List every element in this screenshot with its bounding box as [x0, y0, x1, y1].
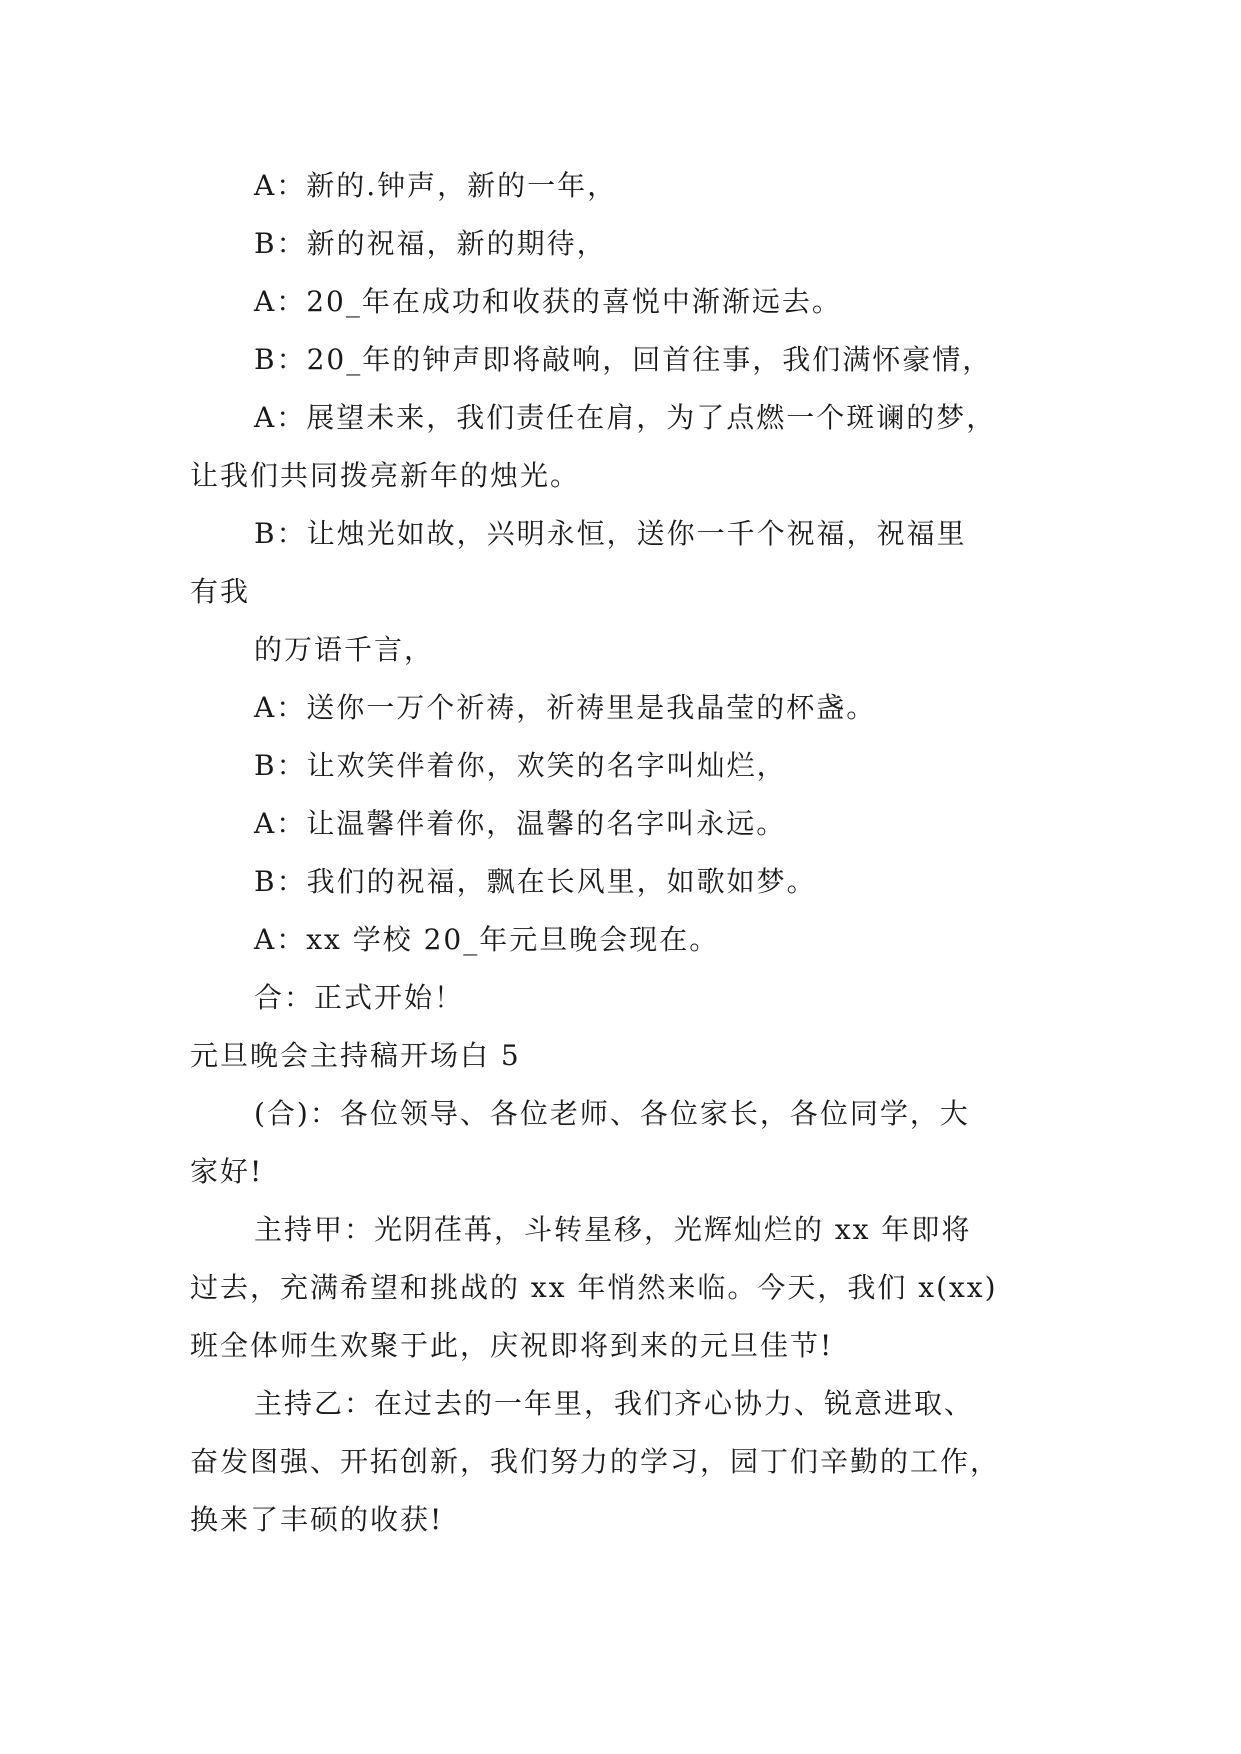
text-line: 换来了丰硕的收获! — [190, 1503, 444, 1536]
text-line: A：20_年在成功和收获的喜悦中渐渐远去。 — [254, 285, 842, 318]
text-line: 家好! — [190, 1155, 264, 1188]
text-line: B：新的祝福，新的期待， — [254, 227, 607, 260]
text-line: 的万语千言， — [254, 633, 435, 666]
text-line: B：让烛光如故，兴明永恒，送你一千个祝福，祝福里 — [254, 517, 967, 550]
text-line: B：让欢笑伴着你，欢笑的名字叫灿烂， — [254, 749, 787, 782]
text-line: A：展望未来，我们责任在肩，为了点燃一个斑谰的梦， — [254, 401, 997, 434]
text-line: A：送你一万个祈祷，祈祷里是我晶莹的杯盏。 — [254, 691, 877, 724]
text-line: 合：正式开始！ — [254, 981, 465, 1014]
text-line: (合)：各位领导、各位老师、各位家长，各位同学，大 — [254, 1097, 970, 1130]
text-line: A：新的.钟声，新的一年， — [254, 169, 618, 202]
text-line: 有我 — [190, 575, 251, 608]
text-line: B：我们的祝福，飘在长风里，如歌如梦。 — [254, 865, 817, 898]
text-line: A：让温馨伴着你，温馨的名字叫永远。 — [254, 807, 787, 840]
text-line: 主持乙：在过去的一年里，我们齐心协力、锐意进取、 — [254, 1387, 975, 1420]
text-line: 班全体师生欢聚于此，庆祝即将到来的元旦佳节! — [190, 1329, 834, 1362]
text-line: 主持甲：光阴荏苒，斗转星移，光辉灿烂的 xx 年即将 — [254, 1213, 972, 1246]
text-line: 奋发图强、开拓创新，我们努力的学习，园丁们辛勤的工作， — [190, 1445, 1001, 1478]
section-heading: 元旦晚会主持稿开场白 5 — [190, 1039, 521, 1072]
text-line: 让我们共同拨亮新年的烛光。 — [190, 459, 581, 492]
text-line: A：xx 学校 20_年元旦晚会现在。 — [254, 923, 720, 956]
text-line: 过去，充满希望和挑战的 xx 年悄然来临。今天，我们 x(xx) — [190, 1271, 998, 1304]
text-line: B：20_年的钟声即将敲响，回首往事，我们满怀豪情， — [254, 343, 993, 376]
